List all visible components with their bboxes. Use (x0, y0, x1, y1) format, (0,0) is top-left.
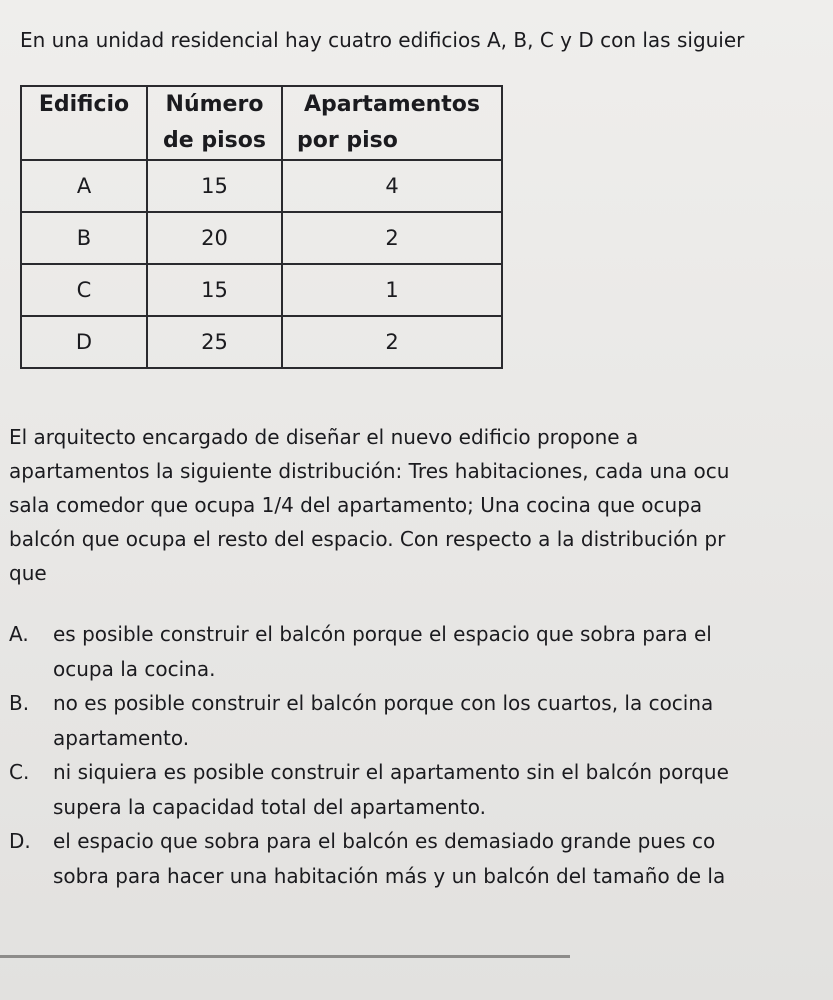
option-text: supera la capacidad total del apartamento. (53, 794, 486, 819)
cell-apartamentos: 1 (282, 264, 502, 316)
table-row (21, 264, 502, 316)
paragraph-line: que (9, 561, 47, 585)
option-a[interactable] (9, 617, 824, 686)
option-text: apartamento. (53, 725, 190, 750)
cell-pisos: 15 (147, 160, 282, 212)
header-apartamentos-por-piso: Apartamentos por piso (282, 86, 502, 160)
cell-pisos: 15 (147, 264, 282, 316)
option-letter: A. (9, 622, 29, 646)
intro-text: En una unidad residencial hay cuatro edificios A, B, C y D con las siguier (20, 28, 745, 52)
paragraph-line: sala comedor que ocupa 1/4 del apartamento; Una cocina que ocupa (9, 493, 703, 517)
option-b[interactable] (9, 686, 824, 755)
table-row (21, 160, 502, 212)
option-text: no es posible construir el balcón porque con los cuartos, la cocina (53, 691, 714, 715)
option-text: ocupa la cocina. (53, 656, 216, 681)
option-letter: C. (9, 760, 30, 784)
paragraph-line: apartamentos la siguiente distribución: Tres habitaciones, cada una ocu (9, 459, 730, 483)
option-d[interactable] (9, 824, 824, 893)
table-row (21, 212, 502, 264)
cell-edificio: B (21, 212, 147, 264)
cell-edificio: C (21, 264, 147, 316)
option-c[interactable] (9, 755, 824, 824)
cell-apartamentos: 2 (282, 212, 502, 264)
option-text: ni siquiera es posible construir el apartamento sin el balcón porque (53, 760, 729, 784)
option-text: es posible construir el balcón porque el espacio que sobra para el (53, 622, 712, 646)
option-text: el espacio que sobra para el balcón es demasiado grande pues co (53, 829, 716, 853)
divider-line (0, 955, 570, 958)
header-numero-pisos: Número de pisos (147, 86, 282, 160)
cell-apartamentos: 2 (282, 316, 502, 368)
option-text: sobra para hacer una habitación más y un balcón del tamaño de la (53, 863, 726, 888)
cell-apartamentos: 4 (282, 160, 502, 212)
table-header-row (21, 86, 502, 160)
cell-pisos: 25 (147, 316, 282, 368)
option-letter: D. (9, 829, 31, 853)
cell-pisos: 20 (147, 212, 282, 264)
problem-paragraph (9, 420, 824, 590)
buildings-table (20, 85, 503, 369)
header-edificio: Edificio (21, 86, 147, 160)
cell-edificio: D (21, 316, 147, 368)
cell-edificio: A (21, 160, 147, 212)
paragraph-line: balcón que ocupa el resto del espacio. Con respecto a la distribución pr (9, 527, 726, 551)
table-row (21, 316, 502, 368)
answer-options (9, 617, 824, 893)
option-letter: B. (9, 691, 30, 715)
paragraph-line: El arquitecto encargado de diseñar el nuevo edificio propone a (9, 425, 639, 449)
